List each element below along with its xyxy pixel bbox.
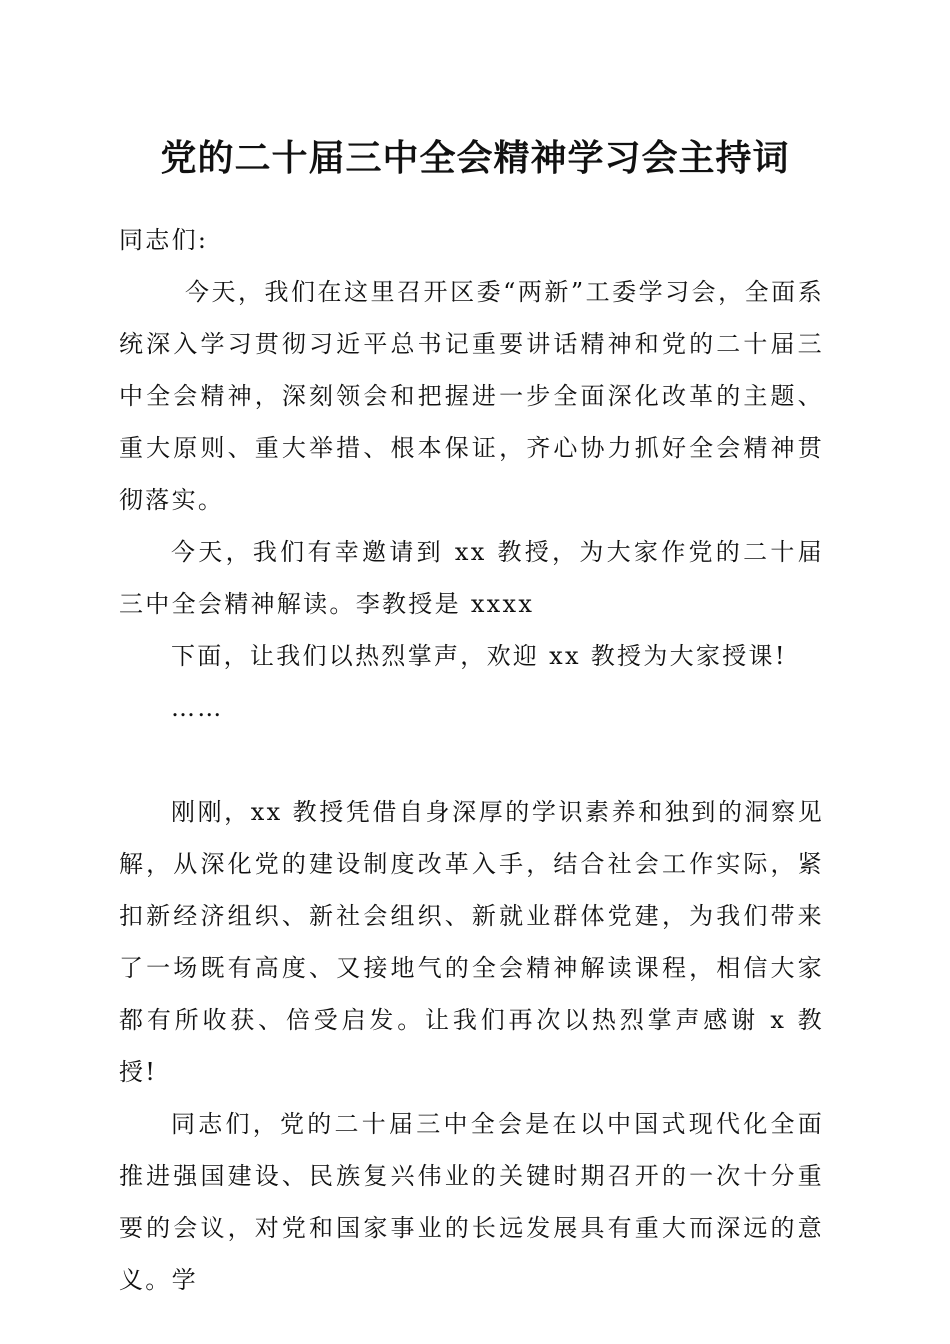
paragraph-introduce-speaker: 今天，我们有幸邀请到 xx 教授，为大家作党的二十届三中全会精神解读。李教授是 xxxx	[119, 538, 824, 618]
paragraph-opening: 今天，我们在这里召开区委“两新”工委学习会，全面系统深入学习贯彻习近平总书记重要讲话精神和党的二十届三中全会精神，深刻领会和把握进一步全面深化改革的主题、重大原则、重大举措、根本保证，齐心协力抓好全会精神贯彻落实。	[119, 278, 824, 514]
paragraph-ellipsis: ……	[171, 694, 224, 722]
document-body	[119, 214, 824, 1306]
paragraph-significance: 同志们，党的二十届三中全会是在以中国式现代化全面推进强国建设、民族复兴伟业的关键时期召开的一次十分重要的会议，对党和国家事业的长远发展具有重大而深远的意义。学	[119, 1110, 824, 1294]
paragraph-thanks: 刚刚，xx 教授凭借自身深厚的学识素养和独到的洞察见解，从深化党的建设制度改革入手，结合社会工作实际，紧扣新经济组织、新社会组织、新就业群体党建，为我们带来了一场既有高度、又接地气的全会精神解读课程，相信大家都有所收获、倍受启发。让我们再次以热烈掌声感谢 x 教授!	[119, 798, 824, 1086]
paragraph-welcome: 下面，让我们以热烈掌声，欢迎 xx 教授为大家授课!	[171, 642, 787, 670]
document-title: 党的二十届三中全会精神学习会主持词	[160, 137, 790, 179]
blank-line	[119, 734, 824, 786]
salutation: 同志们:	[119, 226, 209, 254]
